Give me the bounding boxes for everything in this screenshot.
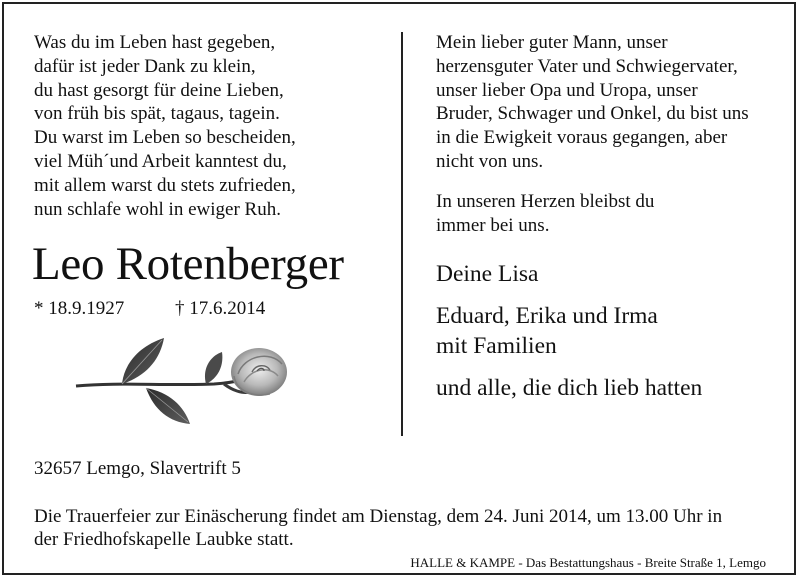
message-line: Bruder, Schwager und Onkel, du bist uns [436, 103, 749, 125]
rose-icon [74, 324, 294, 434]
ceremony-announcement [34, 505, 784, 551]
vertical-divider [401, 32, 403, 436]
poem [34, 31, 374, 221]
funeral-home-footer: HALLE & KAMPE - Das Bestattungshaus - Breite Straße 1, Lemgo [410, 555, 766, 570]
address: 32657 Lemgo, Slavertrift 5 [34, 458, 241, 479]
death-date: † 17.6.2014 [175, 298, 266, 319]
ceremony-line: der Friedhofskapelle Laubke statt. [34, 529, 294, 550]
paragraph-gap [436, 174, 781, 190]
poem-line: von früh bis spät, tagaus, tagein. [34, 103, 280, 125]
message-line: in die Ewigkeit voraus gegangen, aber [436, 127, 728, 149]
message-line: herzensguter Vater und Schwiegervater, [436, 55, 738, 77]
signature-families: mit Familien [436, 333, 557, 359]
poem-line: Du warst im Leben so bescheiden, [34, 127, 296, 149]
signature-wife: Deine Lisa [436, 261, 539, 287]
poem-line: viel Müh´und Arbeit kanntest du, [34, 150, 287, 172]
signature-all: und alle, die dich lieb hatten [436, 375, 703, 401]
poem-line: Was du im Leben hast gegeben, [34, 32, 276, 53]
message-line: unser lieber Opa und Uropa, unser [436, 79, 698, 101]
poem-line: nun schlafe wohl in ewiger Ruh. [34, 198, 281, 220]
obituary-notice [2, 2, 796, 575]
message-line: nicht von uns. [436, 150, 544, 172]
signature-children: Eduard, Erika und Irma [436, 303, 658, 329]
deceased-name: Leo Rotenberger [32, 238, 344, 290]
message-line: immer bei uns. [436, 214, 550, 236]
ceremony-line: Die Trauerfeier zur Einäscherung findet am Dienstag, dem 24. Juni 2014, um 13.00 Uhr in [34, 506, 723, 527]
poem-line: du hast gesorgt für deine Lieben, [34, 79, 284, 101]
message-line: In unseren Herzen bleibst du [436, 190, 655, 212]
message-line: Mein lieber guter Mann, unser [436, 32, 668, 53]
farewell-message [436, 31, 781, 237]
poem-line: dafür ist jeder Dank zu klein, [34, 55, 256, 77]
birth-date: * 18.9.1927 [34, 298, 125, 319]
poem-line: mit allem warst du stets zufrieden, [34, 174, 296, 196]
